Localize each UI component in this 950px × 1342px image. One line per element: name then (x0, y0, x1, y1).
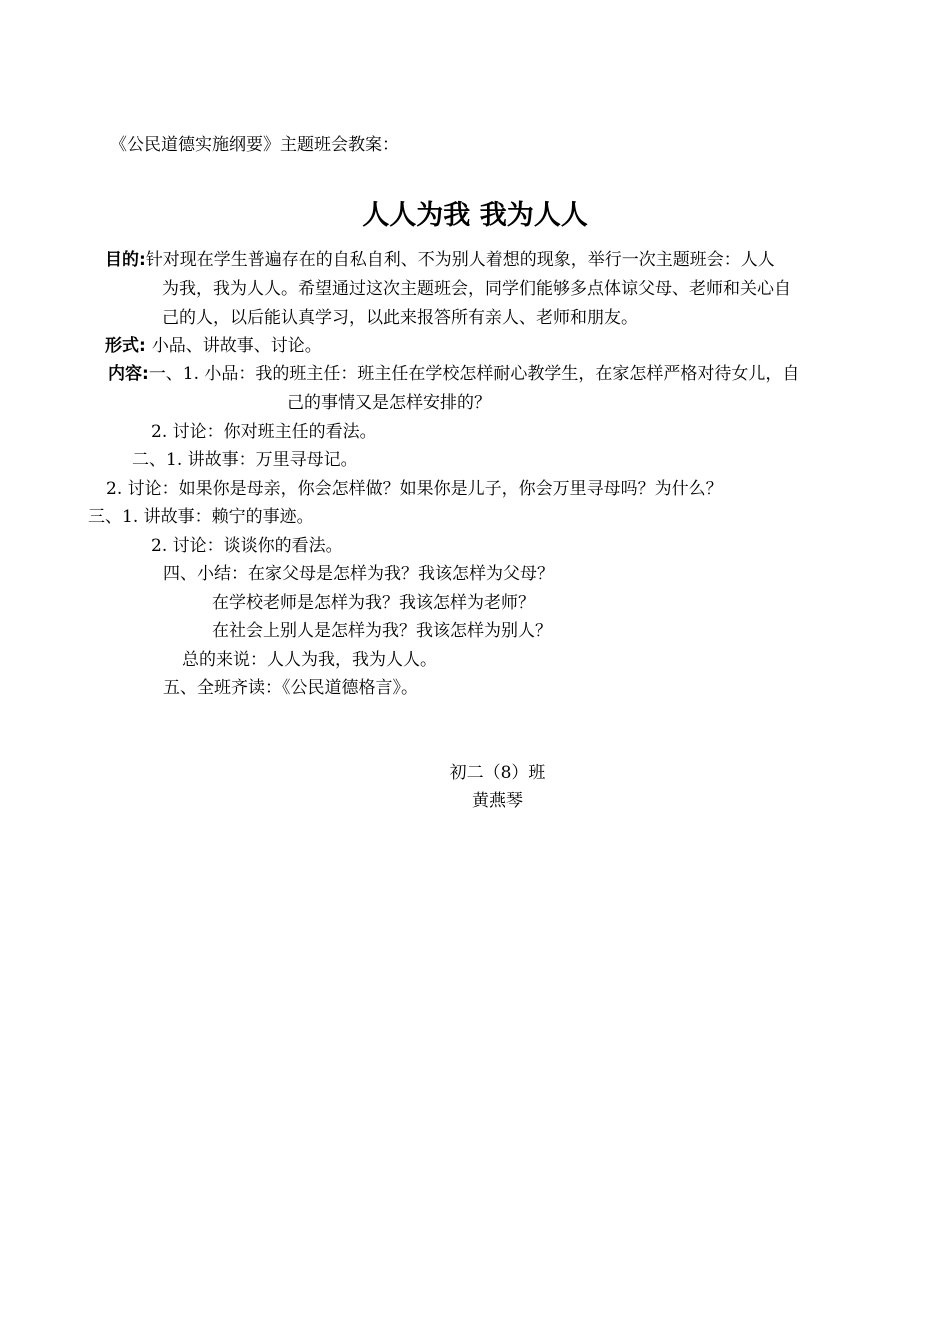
form-text: 小品、讲故事、讨论。 (151, 336, 322, 356)
content-colon: : (142, 364, 149, 384)
content-section1-item2: 2. 讨论：你对班主任的看法。 (151, 422, 377, 442)
document-subtitle: 《公民道德实施纲要》主题班会教案： (110, 135, 399, 155)
purpose-first-line (105, 249, 775, 271)
content-section1-line1: 一、1. 小品：我的班主任：班主任在学校怎样耐心教学生，在家怎样严格对待女儿，自 (148, 364, 800, 384)
page-title: 人人为我 我为人人 (362, 200, 588, 231)
form-colon: : (139, 336, 146, 356)
content-section4-line3: 在社会上别人是怎样为我？我该怎样为别人？ (212, 621, 552, 641)
form-label: 形式 (105, 336, 139, 356)
content-label: 内容 (108, 364, 142, 384)
signature-author: 黄燕琴 (472, 791, 523, 811)
content-section4-line2: 在学校老师是怎样为我？我该怎样为老师？ (212, 593, 535, 613)
content-section4-line1: 四、小结：在家父母是怎样为我？我该怎样为父母？ (163, 564, 554, 584)
purpose-text-line1: 针对现在学生普遍存在的自私自利、不为别人着想的现象，举行一次主题班会：人人 (145, 250, 775, 270)
content-section4-line4: 总的来说：人人为我，我为人人。 (182, 650, 437, 670)
signature-class: 初二（8）班 (449, 763, 546, 783)
content-section5: 五、全班齐读：《公民道德格言》。 (163, 678, 418, 698)
purpose-label: 目的 (105, 250, 139, 270)
content-section2-item2: 2. 讨论：如果你是母亲，你会怎样做？如果你是儿子，你会万里寻母吗？为什么？ (106, 479, 723, 499)
form-line (105, 335, 322, 357)
content-section3-item2: 2. 讨论：谈谈你的看法。 (151, 536, 343, 556)
content-section1-line2: 己的事情又是怎样安排的？ (287, 393, 491, 413)
content-section2-item1: 二、1. 讲故事：万里寻母记。 (132, 450, 358, 470)
purpose-text-line2: 为我，我为人人。希望通过这次主题班会，同学们能够多点体谅父母、老师和关心自 (162, 279, 791, 299)
content-section3-item1: 三、1. 讲故事：赖宁的事迹。 (88, 507, 314, 527)
purpose-text-line3: 己的人，以后能认真学习，以此来报答所有亲人、老师和朋友。 (162, 308, 638, 328)
content-first-line (108, 363, 799, 385)
purpose-colon: : (139, 250, 146, 270)
